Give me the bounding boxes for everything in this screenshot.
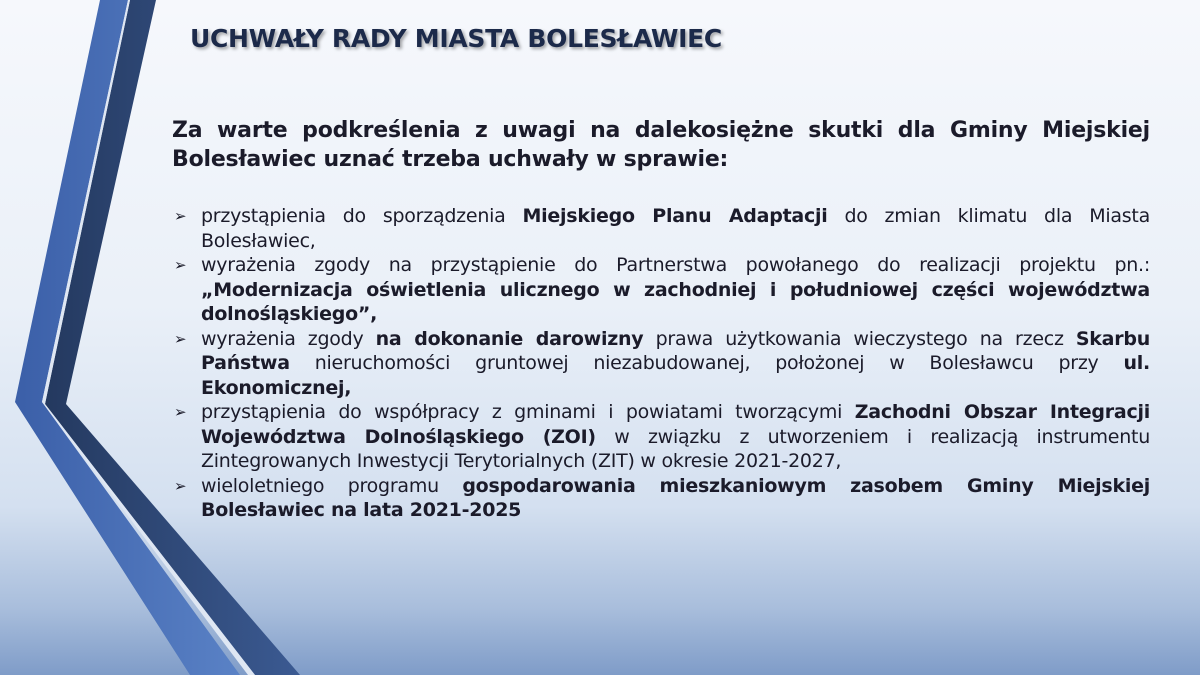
item-text: do zmian klimatu dla Miasta Bolesławiec, bbox=[201, 205, 1151, 252]
item-text: nieruchomości gruntowej niezabudowanej, położonej w Bolesławcu przy bbox=[289, 352, 1124, 374]
emphasized-text: na dokonanie darowizny bbox=[375, 327, 644, 350]
arrow-bullet-icon: ➢ bbox=[174, 329, 187, 348]
arrow-bullet-icon: ➢ bbox=[174, 476, 187, 495]
emphasized-text: ul. Ekonomicznej, bbox=[201, 352, 1150, 399]
emphasized-text: gospodarowania mieszkaniowym zasobem Gminy Miejskiej Bolesławiec na lata 2021-2025 bbox=[201, 474, 1150, 521]
resolution-list bbox=[172, 204, 1150, 523]
list-item bbox=[172, 400, 1150, 474]
list-item bbox=[172, 204, 1150, 253]
item-text: przystąpienia do sporządzenia bbox=[201, 205, 523, 227]
arrow-bullet-icon: ➢ bbox=[174, 207, 187, 225]
item-text: wieloletniego programu bbox=[201, 474, 463, 497]
item-text: przystąpienia do współpracy z gminami i powiatami tworzącymi bbox=[201, 401, 855, 423]
arrow-bullet-icon: ➢ bbox=[174, 403, 187, 421]
item-text: wyrażenia zgody na przystąpienie do Partnerstwa powołanego do realizacji projektu pn.: bbox=[201, 254, 1150, 276]
item-text: wyrażenia zgody bbox=[201, 327, 376, 350]
emphasized-text: Miejskiego Planu Adaptacji bbox=[522, 205, 828, 227]
item-text: prawa użytkowania wieczystego na rzecz bbox=[643, 327, 1076, 350]
intro-heading: Za warte podkreślenia z uwagi na dalekosiężne skutki dla Gminy Miejskiej Bolesławiec uznać trzeba uchwały w sprawie: bbox=[172, 118, 1150, 172]
slide-title: UCHWAŁY RADY MIASTA BOLESŁAWIEC bbox=[190, 24, 722, 53]
emphasized-text: Zachodni Obszar Integracji Województwa Dolnośląskiego (ZOI) bbox=[201, 401, 1151, 448]
emphasized-text: „Modernizacja oświetlenia ulicznego w zachodniej i południowej części województwa dolnośląskiego”, bbox=[201, 278, 1150, 325]
list-item bbox=[172, 474, 1150, 523]
item-text: w związku z utworzeniem i realizacją instrumentu Zintegrowanych Inwestycji Terytorialnych (ZIT) w okresie 2021-2027, bbox=[201, 425, 1151, 472]
arrow-bullet-icon: ➢ bbox=[174, 256, 187, 274]
list-item bbox=[172, 253, 1150, 327]
emphasized-text: Skarbu Państwa bbox=[201, 327, 1150, 374]
list-item bbox=[172, 327, 1150, 401]
